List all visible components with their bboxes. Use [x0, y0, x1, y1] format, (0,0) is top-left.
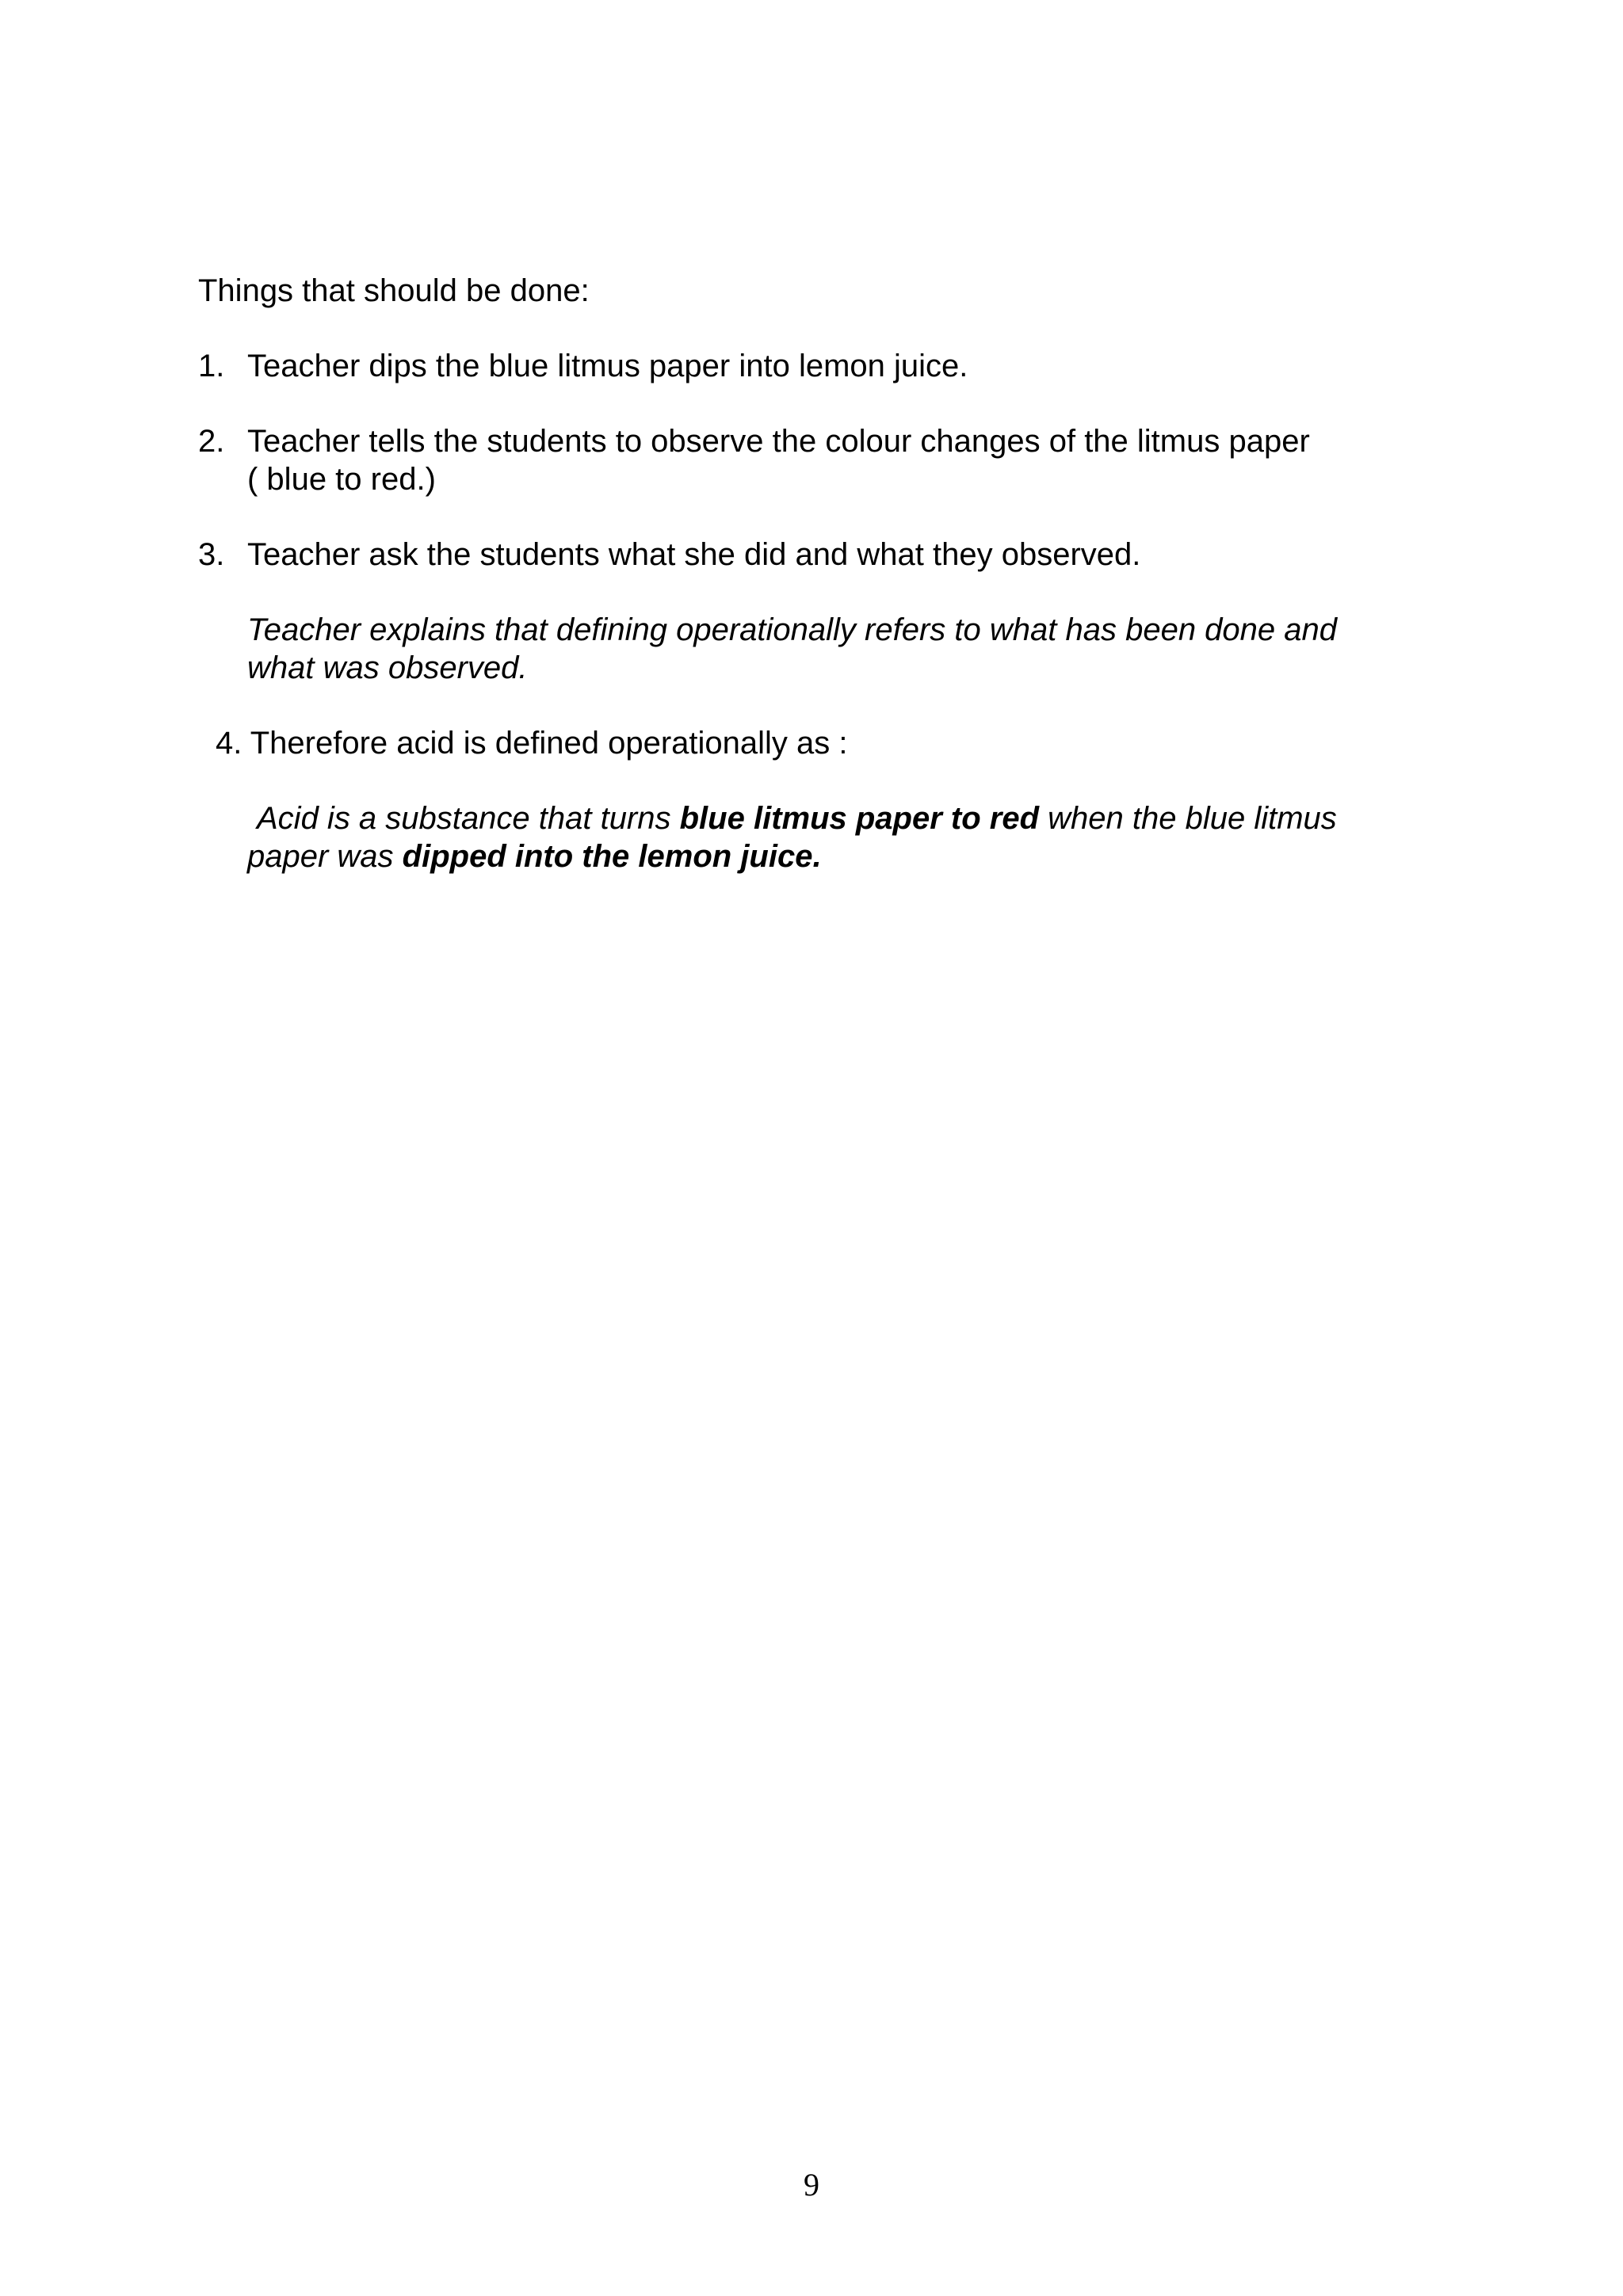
- page-number: 9: [804, 2167, 819, 2203]
- step-3-number: 3.: [198, 537, 225, 572]
- definition-text: paper was: [247, 839, 403, 874]
- step-1-number: 1.: [198, 349, 225, 383]
- step-4-text: 4. Therefore acid is defined operationally as :: [216, 726, 848, 761]
- step-3-text: Teacher ask the students what she did and what they observed.: [247, 537, 1141, 572]
- step-2-text-line-1: Teacher tells the students to observe the colour changes of the litmus paper: [247, 424, 1310, 459]
- definition-emphasis: blue litmus paper to red: [679, 801, 1040, 836]
- definition-line-2: [247, 837, 822, 875]
- step-2-text-line-2: ( blue to red.): [247, 462, 436, 497]
- definition-emphasis: dipped into the lemon juice.: [402, 839, 822, 874]
- section-heading: Things that should be done:: [198, 273, 590, 308]
- definition-text: when the blue litmus: [1039, 801, 1337, 836]
- definition-text: Acid is a substance that turns: [257, 801, 680, 836]
- step-2-number: 2.: [198, 424, 225, 459]
- explanation-line-1: Teacher explains that defining operationally refers to what has been done and: [247, 612, 1338, 647]
- step-1-text: Teacher dips the blue litmus paper into lemon juice.: [247, 349, 968, 383]
- explanation-line-2: what was observed.: [247, 650, 528, 685]
- definition-line-1: [257, 799, 1337, 837]
